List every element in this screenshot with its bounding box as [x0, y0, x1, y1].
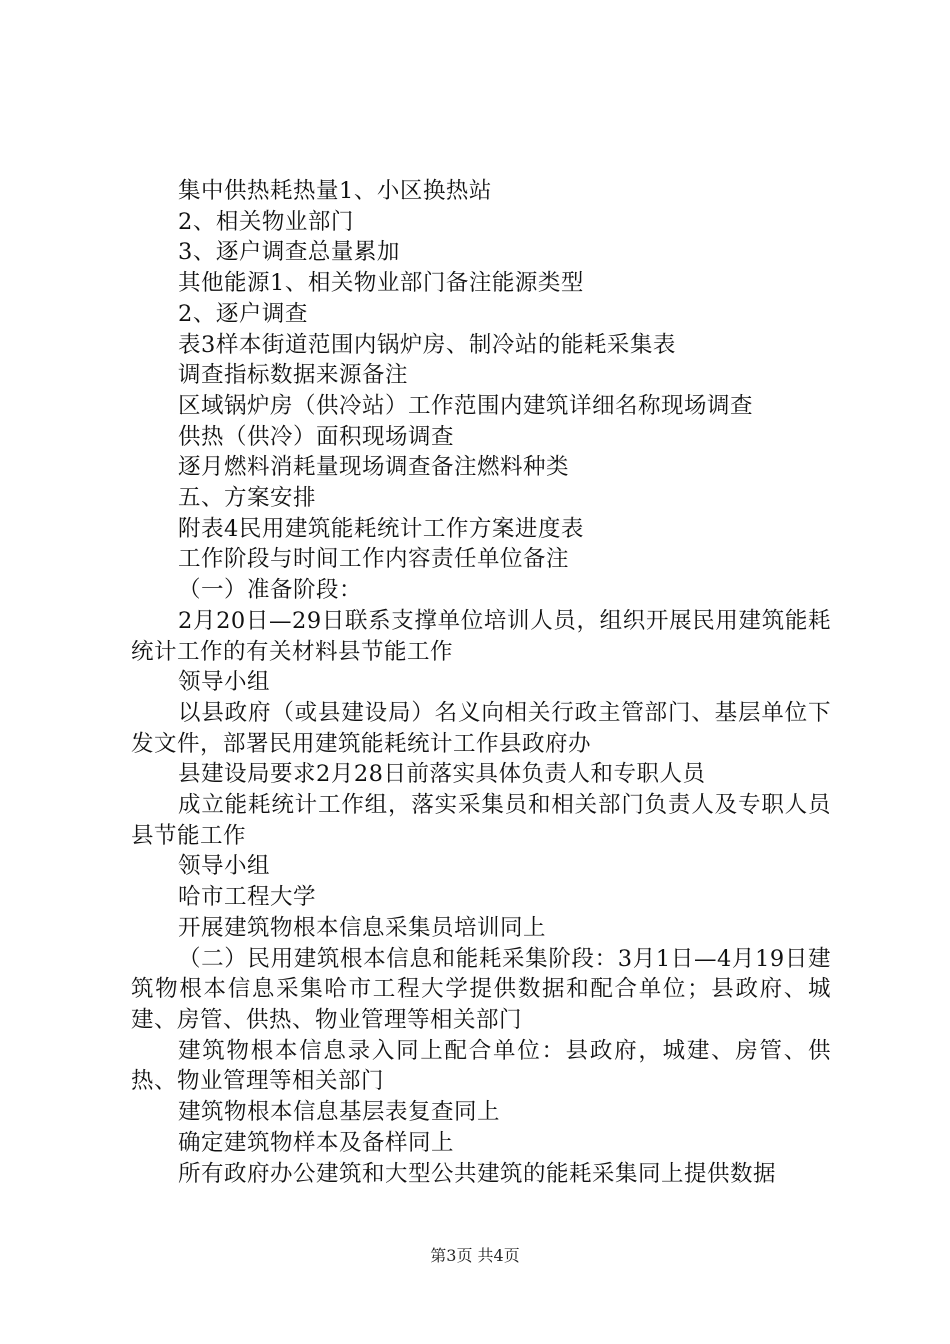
- paragraph: 调查指标数据来源备注: [178, 362, 409, 389]
- paragraph: 领导小组: [178, 853, 271, 880]
- paragraph: 成立能耗统计工作组，落实采集员和相关部门负责人及专职人员县节能工作: [131, 792, 831, 849]
- paragraph: 表3样本街道范围内锅炉房、制冷站的能耗采集表: [178, 331, 676, 358]
- paragraph: 逐月燃料消耗量现场调查备注燃料种类: [178, 454, 570, 481]
- paragraph: 确定建筑物样本及备样同上: [178, 1129, 455, 1156]
- paragraph: 2、逐户调查: [178, 300, 308, 327]
- section-heading: 五、方案安排: [178, 485, 317, 512]
- paragraph: 哈市工程大学: [178, 884, 317, 911]
- paragraph: 领导小组: [178, 669, 271, 696]
- paragraph: 工作阶段与时间工作内容责任单位备注: [178, 546, 570, 573]
- subsection-heading: （二）民用建筑根本信息和能耗采集阶段：3月1日—4月19日建筑物根本信息采集哈市工程大学提供数据和配合单位；县政府、城建、房管、供热、物业管理等相关部门: [131, 945, 831, 1033]
- paragraph: 建筑物根本信息基层表复查同上: [178, 1099, 501, 1126]
- paragraph: 开展建筑物根本信息采集员培训同上: [178, 914, 547, 941]
- paragraph: 2月20日—29日联系支撑单位培训人员，组织开展民用建筑能耗统计工作的有关材料县节能工作: [131, 607, 831, 665]
- paragraph: 建筑物根本信息录入同上配合单位：县政府，城建、房管、供热、物业管理等相关部门: [131, 1037, 831, 1095]
- document-body: [131, 176, 831, 1189]
- paragraph: 3、逐户调查总量累加: [178, 239, 400, 266]
- paragraph: 附表4民用建筑能耗统计工作方案进度表: [178, 515, 584, 542]
- paragraph: 2、相关物业部门: [178, 208, 354, 235]
- paragraph: 以县政府（或县建设局）名义向相关行政主管部门、基层单位下发文件，部署民用建筑能耗统计工作县政府办: [131, 699, 831, 757]
- page-footer: 第3页 共4页: [430, 1246, 520, 1265]
- paragraph: 其他能源1、相关物业部门备注能源类型: [178, 270, 584, 297]
- paragraph: 区域锅炉房（供冷站）工作范围内建筑详细名称现场调查: [178, 392, 754, 419]
- paragraph: 供热（供冷）面积现场调查: [178, 423, 455, 450]
- subsection-heading: （一）准备阶段：: [178, 577, 363, 604]
- paragraph: 县建设局要求2月28日前落实具体负责人和专职人员: [178, 761, 706, 788]
- paragraph: 所有政府办公建筑和大型公共建筑的能耗采集同上提供数据: [178, 1160, 777, 1187]
- paragraph: 集中供热耗热量1、小区换热站: [178, 178, 492, 204]
